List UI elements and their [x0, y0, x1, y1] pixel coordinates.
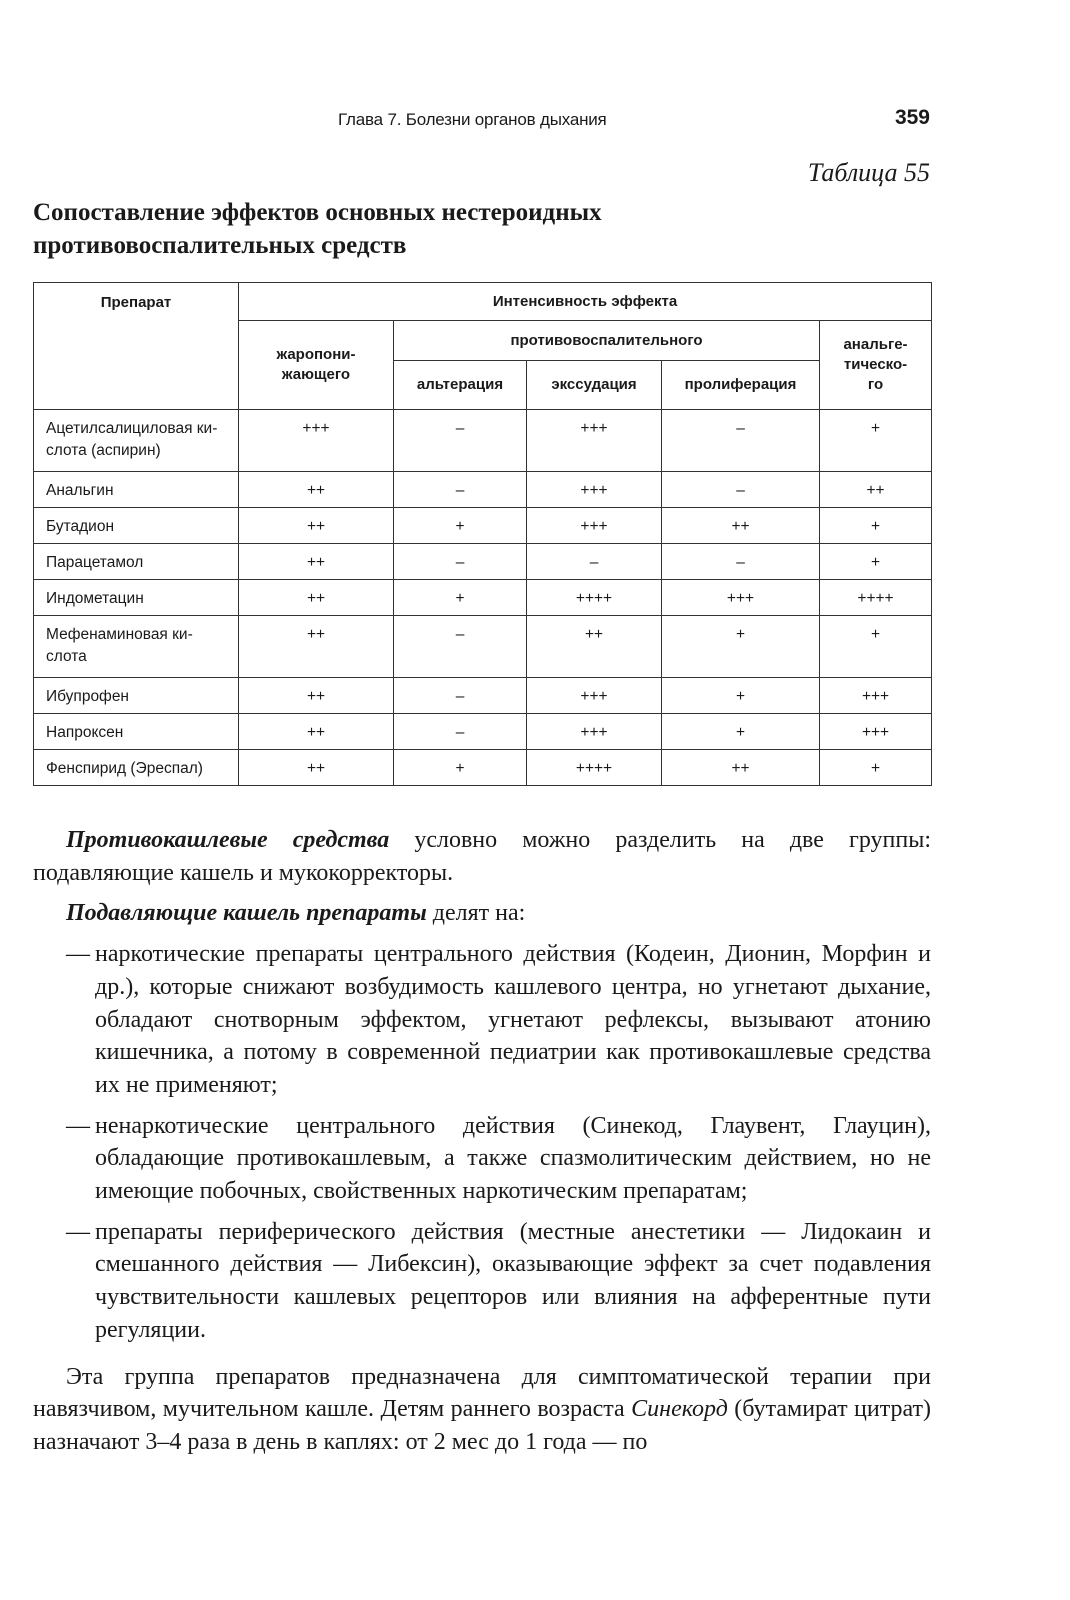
- proliferation-cell: ++: [662, 750, 820, 786]
- antipyretic-cell: ++: [239, 544, 394, 580]
- paragraph-antitussives: [33, 824, 931, 889]
- dash-marker: —: [66, 1218, 90, 1245]
- exudation-cell: ++++: [527, 750, 662, 786]
- header-proliferation: пролиферация: [662, 361, 820, 410]
- drug-name-cell: Анальгин: [34, 472, 239, 508]
- alteration-cell: –: [394, 472, 527, 508]
- body-text: [33, 824, 931, 1483]
- dash-list: [33, 938, 931, 1346]
- antipyretic-cell: ++: [239, 616, 394, 678]
- alteration-cell: –: [394, 544, 527, 580]
- drug-name-cell: Мефенаминовая ки- слота: [34, 616, 239, 678]
- exudation-cell: ++: [527, 616, 662, 678]
- exudation-cell: ++++: [527, 580, 662, 616]
- antipyretic-cell: ++: [239, 580, 394, 616]
- drug-name-cell: Фенспирид (Эреспал): [34, 750, 239, 786]
- running-head: Глава 7. Болезни органов дыхания: [338, 110, 607, 129]
- paragraph-text: (бутамират цитрат) назначают 3–4 раза в день в каплях: от 2 мес до 1 года — по: [33, 1396, 931, 1455]
- drug-name-cell: Бутадион: [34, 508, 239, 544]
- header-antiinflammatory: противовоспалительного: [394, 321, 820, 361]
- exudation-cell: +++: [527, 410, 662, 472]
- alteration-cell: –: [394, 616, 527, 678]
- analgesic-cell: ++: [820, 472, 932, 508]
- page-number: 359: [894, 106, 930, 129]
- paragraph-text: условно можно разделить на две группы: подавляющие кашель и мукокорректоры.: [33, 827, 931, 886]
- list-item: [33, 1110, 931, 1208]
- analgesic-cell: +: [820, 616, 932, 678]
- proliferation-cell: –: [662, 472, 820, 508]
- alteration-cell: –: [394, 410, 527, 472]
- exudation-cell: –: [527, 544, 662, 580]
- proliferation-cell: ++: [662, 508, 820, 544]
- list-item: [33, 938, 931, 1102]
- table-row: [34, 508, 932, 544]
- table-row: [34, 410, 932, 472]
- table-number: Таблица 55: [807, 158, 930, 187]
- table-body: [34, 410, 932, 786]
- paragraph-suppressants: [33, 897, 931, 930]
- table-title: Сопоставление эффектов основных нестероидных противовоспалительных средств: [33, 199, 602, 259]
- term-suppressants: Подавляющие кашель препараты: [66, 900, 427, 927]
- header-intensity: Интенсивность эффекта: [239, 283, 932, 321]
- exudation-cell: +++: [527, 508, 662, 544]
- drug-name-cell: Ацетилсалициловая ки- слота (аспирин): [34, 410, 239, 472]
- term-antitussives: Противокашлевые средства: [66, 827, 390, 853]
- antipyretic-cell: ++: [239, 750, 394, 786]
- paragraph-symptomatic: [33, 1361, 931, 1459]
- list-item-text: ненаркотические центрального действия (Синекод, Глаувент, Глауцин), обладающие противокашлевым, а также спазмолитическим действием, но не имеющие побочных, свойственных наркотическим препаратам;: [95, 1112, 931, 1205]
- proliferation-cell: +: [662, 678, 820, 714]
- analgesic-cell: +: [820, 410, 932, 472]
- table-row: [34, 616, 932, 678]
- drug-name-cell: Парацетамол: [34, 544, 239, 580]
- antipyretic-cell: ++: [239, 678, 394, 714]
- proliferation-cell: +: [662, 714, 820, 750]
- paragraph-text: делят на:: [426, 900, 526, 927]
- table-row: [34, 750, 932, 786]
- table-row: [34, 544, 932, 580]
- antipyretic-cell: ++: [239, 714, 394, 750]
- header-exudation: экссудация: [527, 361, 662, 410]
- proliferation-cell: +: [662, 616, 820, 678]
- drug-name-cell: Индометацин: [34, 580, 239, 616]
- table-row: [34, 580, 932, 616]
- alteration-cell: –: [394, 714, 527, 750]
- proliferation-cell: –: [662, 544, 820, 580]
- drug-name-cell: Напроксен: [34, 714, 239, 750]
- table-row: [34, 678, 932, 714]
- alteration-cell: +: [394, 508, 527, 544]
- alteration-cell: –: [394, 678, 527, 714]
- table-row: [34, 472, 932, 508]
- effects-table: [33, 282, 932, 786]
- analgesic-cell: +: [820, 750, 932, 786]
- list-item-text: препараты периферического действия (местные анестетики — Лидокаин и смешанного действия — Либексин), оказывающие эффект за счет подавления чувствительности кашлевых рецепторов или влияния на афферентные пути регуляции.: [95, 1218, 931, 1343]
- table-row: [34, 714, 932, 750]
- header-antipyretic: жаропони- жающего: [239, 321, 394, 410]
- paragraph-text: Эта группа препаратов предназначена для симптоматической терапии при навязчивом, мучительном кашле. Детям раннего возраста: [33, 1363, 931, 1423]
- exudation-cell: +++: [527, 472, 662, 508]
- alteration-cell: +: [394, 580, 527, 616]
- list-item: [33, 1216, 931, 1347]
- analgesic-cell: +++: [820, 678, 932, 714]
- exudation-cell: +++: [527, 714, 662, 750]
- dash-marker: —: [66, 1112, 90, 1139]
- proliferation-cell: +++: [662, 580, 820, 616]
- proliferation-cell: –: [662, 410, 820, 472]
- analgesic-cell: +++: [820, 714, 932, 750]
- dash-marker: —: [66, 941, 90, 968]
- analgesic-cell: +: [820, 508, 932, 544]
- header-analgesic: анальге- тическо- го: [820, 321, 932, 410]
- antipyretic-cell: +++: [239, 410, 394, 472]
- header-alteration: альтерация: [394, 361, 527, 410]
- antipyretic-cell: ++: [239, 472, 394, 508]
- drug-name-sinekord: Синекорд: [631, 1396, 728, 1423]
- analgesic-cell: ++++: [820, 580, 932, 616]
- list-item-text: наркотические препараты центрального действия (Кодеин, Дионин, Морфин и др.), которые снижают возбудимость кашлевого центра, но угнетают дыхание, обладают снотворным эффектом, угнетают рефлексы, вызывают атонию кишечника, а потому в современной педиатрии как противокашлевые средства их не применяют;: [95, 941, 931, 1098]
- antipyretic-cell: ++: [239, 508, 394, 544]
- exudation-cell: +++: [527, 678, 662, 714]
- drug-name-cell: Ибупрофен: [34, 678, 239, 714]
- alteration-cell: +: [394, 750, 527, 786]
- analgesic-cell: +: [820, 544, 932, 580]
- header-drug: Препарат: [34, 283, 239, 410]
